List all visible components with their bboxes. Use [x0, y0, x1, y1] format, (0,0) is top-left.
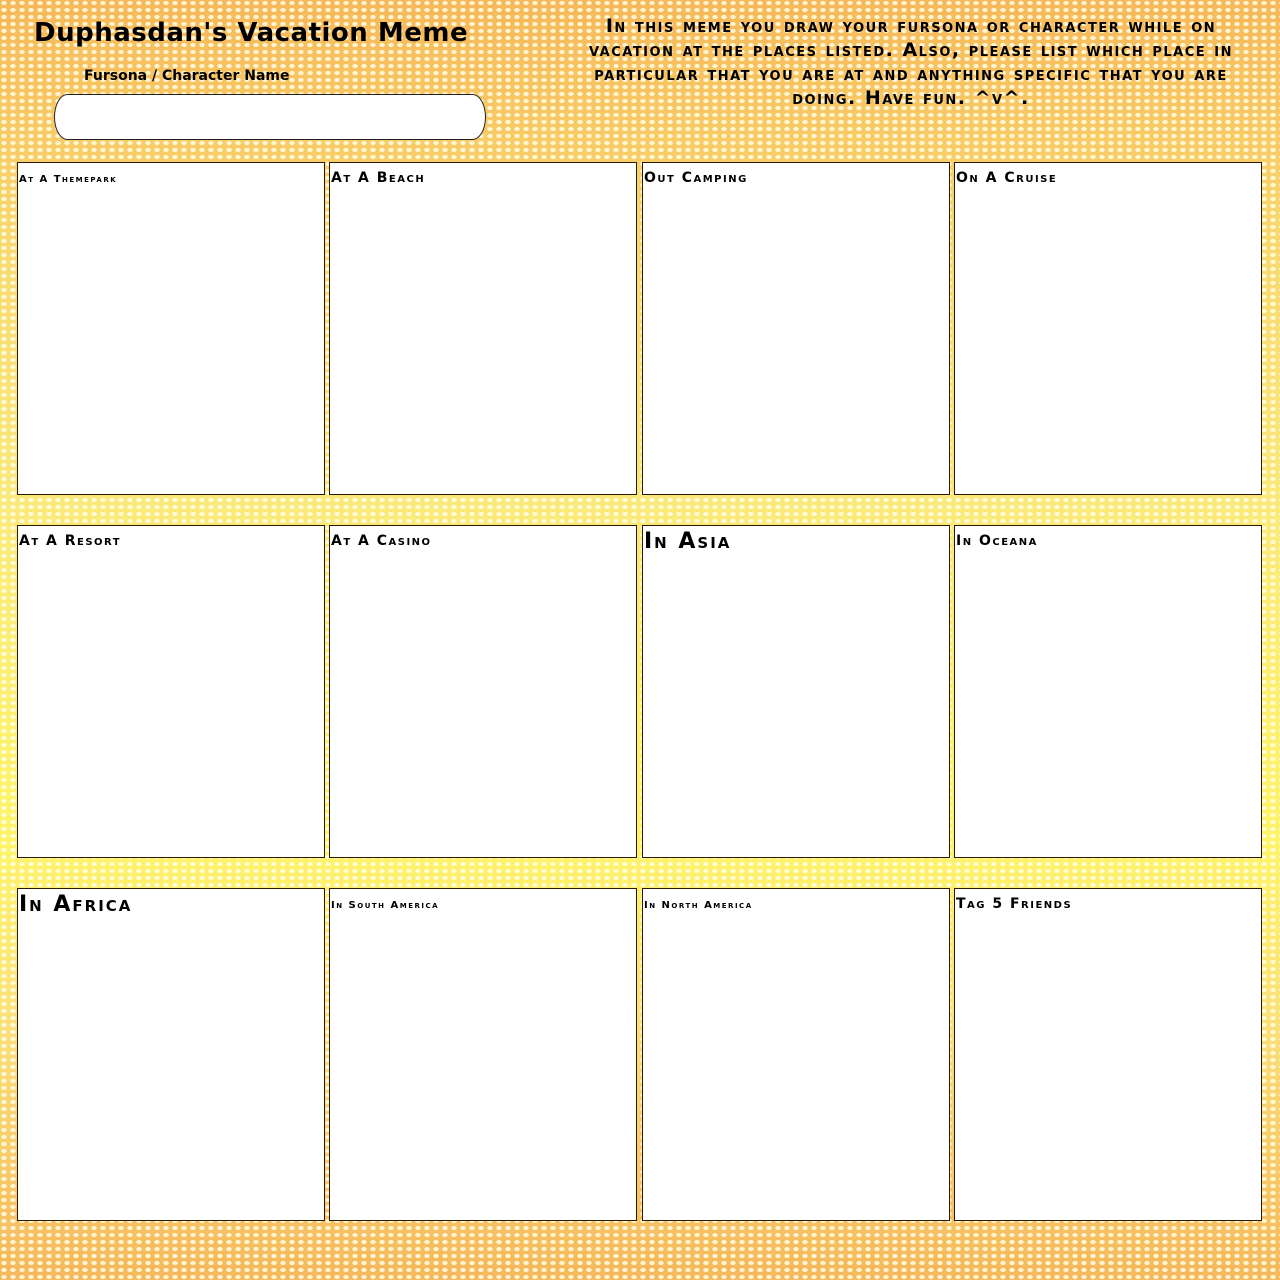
panel-oceana[interactable] — [954, 525, 1262, 858]
panel-label: On A Cruise — [956, 170, 1058, 186]
panel-label: In Oceana — [956, 533, 1038, 549]
panel-label: In Africa — [19, 892, 133, 917]
panel-themepark[interactable] — [17, 162, 325, 495]
panel-south-america[interactable] — [329, 888, 637, 1221]
character-name-field[interactable] — [54, 94, 486, 140]
name-field-label: Fursona / Character Name — [84, 68, 290, 84]
panel-africa[interactable] — [17, 888, 325, 1221]
panel-label: At A Resort — [19, 533, 122, 549]
page-title: Duphasdan's Vacation Meme — [34, 18, 469, 48]
panel-label: At A Beach — [331, 170, 426, 186]
panel-label: In North America — [644, 900, 753, 911]
panel-label: Tag 5 Friends — [956, 896, 1073, 912]
panel-casino[interactable] — [329, 525, 637, 858]
panel-beach[interactable] — [329, 162, 637, 495]
panel-label: Out Camping — [644, 170, 748, 186]
panel-camping[interactable] — [642, 162, 950, 495]
panel-label: In South America — [331, 900, 440, 911]
panel-label: At A Themepark — [19, 174, 118, 185]
panel-north-america[interactable] — [642, 888, 950, 1221]
panel-label: At A Casino — [331, 533, 432, 549]
panel-tag-friends[interactable] — [954, 888, 1262, 1221]
panel-cruise[interactable] — [954, 162, 1262, 495]
panel-asia[interactable] — [642, 525, 950, 858]
panel-resort[interactable] — [17, 525, 325, 858]
instructions-text: In this meme you draw your fursona or character while on vacation at the places listed. Also, please list which place in particular that you are at and anything specific that you are doing. Have fun. ^v^. — [588, 15, 1233, 109]
panel-label: In Asia — [644, 529, 732, 554]
